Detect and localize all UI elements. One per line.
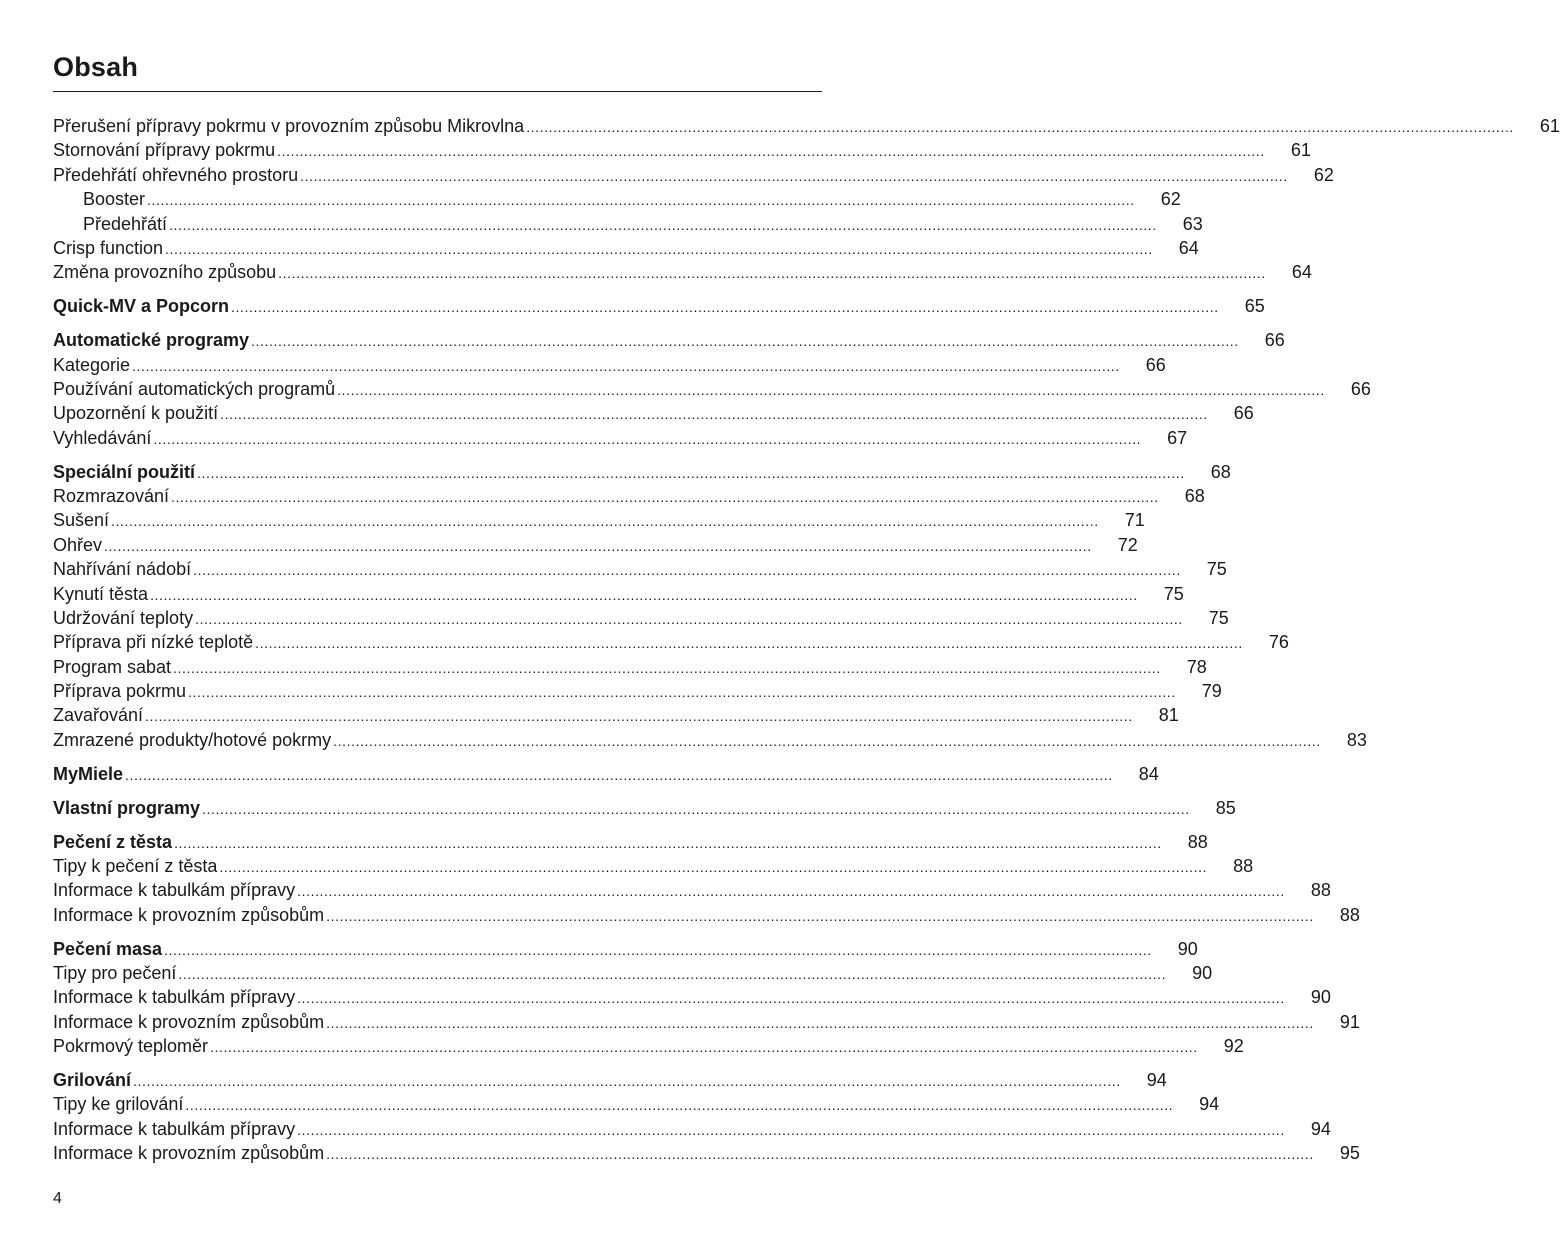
toc-entry-label: Předehřátí ohřevného prostoru [53, 164, 299, 185]
toc-entry[interactable] [53, 1141, 1360, 1165]
toc-entry-page: 85 [1215, 797, 1236, 818]
toc-entry-page: 79 [1201, 681, 1222, 702]
title-divider [53, 91, 822, 92]
toc-entry-label: Automatické programy [53, 330, 250, 351]
dot-leader: ............................................................................................................................................................................................................................ [195, 610, 1183, 627]
toc-entry-page: 67 [1167, 427, 1188, 448]
toc-entry[interactable] [53, 401, 1254, 425]
dot-leader: ............................................................................................................................................................................................................................ [326, 907, 1314, 924]
toc-entry[interactable] [53, 1092, 1220, 1116]
toc-entry-page: 65 [1244, 296, 1265, 317]
toc-entry-page: 90 [1177, 938, 1198, 959]
toc-entry[interactable] [53, 114, 1560, 138]
toc-entry-label: Udržování teploty [53, 607, 194, 628]
dot-leader: ............................................................................................................................................................................................................................ [255, 635, 1243, 652]
toc-entry-page: 68 [1210, 461, 1231, 482]
dot-leader: ............................................................................................................................................................................................................................ [202, 800, 1190, 817]
toc-entry-page: 95 [1339, 1143, 1360, 1164]
dot-leader: ............................................................................................................................................................................................................................ [251, 333, 1239, 350]
dot-leader: ............................................................................................................................................................................................................................ [193, 562, 1181, 579]
dot-leader: ............................................................................................................................................................................................................................ [111, 513, 1099, 530]
dot-leader: ............................................................................................................................................................................................................................ [297, 883, 1285, 900]
dot-leader: ............................................................................................................................................................................................................................ [231, 299, 1219, 316]
toc-entry[interactable] [53, 236, 1199, 260]
toc-entry-page: 72 [1117, 534, 1138, 555]
toc-entry-label: Pokrmový teploměr [53, 1036, 209, 1057]
toc-entry-page: 63 [1182, 213, 1203, 234]
dot-leader: ............................................................................................................................................................................................................................ [297, 990, 1285, 1007]
toc-entry-page: 68 [1184, 485, 1205, 506]
toc-entry[interactable] [53, 762, 1159, 786]
dot-leader: ............................................................................................................................................................................................................................ [210, 1039, 1198, 1056]
toc-entry-label: Quick-MV a Popcorn [53, 296, 230, 317]
toc-entry-label: Booster [83, 189, 146, 210]
toc-entry-label: Změna provozního způsobu [53, 262, 277, 283]
toc-entry-page: 92 [1223, 1036, 1244, 1057]
toc-entry[interactable] [53, 353, 1166, 377]
dot-leader: ............................................................................................................................................................................................................................ [125, 766, 1113, 783]
toc-entry[interactable] [53, 460, 1231, 484]
toc-entry[interactable] [53, 163, 1334, 187]
toc-entry-label: Příprava při nízké teplotě [53, 632, 254, 653]
dot-leader: ............................................................................................................................................................................................................................ [277, 143, 1265, 160]
toc-entry-label: Rozmrazování [53, 485, 170, 506]
toc-entry[interactable] [53, 830, 1208, 854]
toc-entry-page: 71 [1124, 510, 1145, 531]
toc-entry-page: 84 [1138, 763, 1159, 784]
toc-entry-label: Kynutí těsta [53, 583, 149, 604]
toc-entry-label: Vlastní programy [53, 797, 201, 818]
dot-leader: ............................................................................................................................................................................................................................ [178, 966, 1167, 982]
toc-entry[interactable] [53, 260, 1312, 284]
toc-entry-page: 61 [1290, 140, 1311, 161]
toc-entry[interactable] [53, 294, 1265, 318]
toc-entry[interactable] [53, 1010, 1360, 1034]
toc-entry-label: Příprava pokrmu [53, 681, 187, 702]
toc-entry-label: Informace k tabulkám přípravy [53, 987, 296, 1008]
dot-leader: ............................................................................................................................................................................................................................ [132, 357, 1120, 374]
toc-entry-label: Informace k provozním způsobům [53, 904, 325, 925]
dot-leader: ............................................................................................................................................................................................................................ [188, 684, 1176, 701]
toc-entry[interactable] [53, 1068, 1167, 1092]
toc-entry[interactable] [53, 903, 1360, 927]
toc-entry-page: 64 [1291, 262, 1312, 283]
toc-entry-page: 90 [1192, 963, 1213, 983]
toc-entry[interactable] [53, 655, 1207, 679]
toc-entry-page: 81 [1158, 705, 1179, 726]
toc-entry-label: Informace k provozním způsobům [53, 1011, 325, 1032]
toc-entry-page: 83 [1346, 729, 1367, 750]
toc-entry-label: Používání automatických programů [53, 378, 336, 399]
dot-leader: ............................................................................................................................................................................................................................ [173, 659, 1161, 676]
toc-entry[interactable] [53, 961, 1213, 985]
toc-entry-label: Ohřev [53, 534, 103, 555]
toc-entry-page: 91 [1339, 1011, 1360, 1032]
toc-entry[interactable] [53, 138, 1311, 162]
toc-entry[interactable] [53, 937, 1198, 961]
toc-entry-label: Tipy k pečení z těsta [53, 855, 218, 876]
toc-entry[interactable] [53, 582, 1184, 606]
dot-leader: ............................................................................................................................................................................................................................ [278, 265, 1266, 282]
toc-entry-label: Informace k tabulkám přípravy [53, 1118, 296, 1139]
toc-entry-page: 94 [1310, 1118, 1331, 1139]
toc-entry-label: Předehřátí [83, 213, 168, 234]
toc-entry[interactable] [53, 606, 1229, 630]
toc-entry-page: 88 [1339, 904, 1360, 925]
toc-entry[interactable] [53, 1117, 1331, 1141]
dot-leader: ............................................................................................................................................................................................................................ [326, 1014, 1314, 1031]
dot-leader: ............................................................................................................................................................................................................................ [300, 167, 1288, 184]
toc-entry[interactable] [53, 426, 1188, 450]
dot-leader: ............................................................................................................................................................................................................................ [153, 430, 1142, 447]
toc-entry-label: Zmrazené produkty/hotové pokrmy [53, 729, 332, 750]
toc-entry-label: Speciální použití [53, 461, 196, 482]
toc-entry-page: 88 [1233, 855, 1254, 876]
toc-entry-label: Informace k provozním způsobům [53, 1143, 325, 1164]
page-title: Obsah [53, 52, 139, 82]
dot-leader: ............................................................................................................................................................................................................................ [185, 1097, 1174, 1114]
toc-entry-page: 88 [1310, 880, 1331, 901]
toc-entry[interactable] [53, 328, 1285, 352]
dot-leader: ............................................................................................................................................................................................................................ [133, 1073, 1121, 1090]
toc-entry-label: Tipy ke grilování [53, 1094, 184, 1115]
dot-leader: ............................................................................................................................................................................................................................ [326, 1146, 1314, 1163]
toc-entry[interactable] [53, 679, 1222, 703]
toc-entry[interactable] [53, 728, 1367, 752]
toc-entry[interactable] [53, 377, 1371, 401]
toc-entry-page: 66 [1350, 378, 1371, 399]
dot-leader: ............................................................................................................................................................................................................................ [174, 834, 1162, 851]
toc-entry-label: Pečení z těsta [53, 831, 173, 852]
toc-entry-page: 66 [1145, 354, 1166, 375]
page-number: 4 [53, 1190, 62, 1207]
toc-entry-page: 88 [1187, 831, 1208, 852]
dot-leader: ............................................................................................................................................................................................................................ [104, 537, 1092, 554]
dot-leader: ............................................................................................................................................................................................................................ [169, 216, 1157, 233]
toc-entry[interactable] [53, 557, 1227, 581]
dot-leader: ............................................................................................................................................................................................................................ [333, 732, 1321, 749]
toc-entry-page: 61 [1539, 116, 1560, 136]
toc-entry-label: Crisp function [53, 237, 164, 258]
toc-entry[interactable] [53, 796, 1236, 820]
toc-entry[interactable] [53, 212, 1203, 236]
dot-leader: ............................................................................................................................................................................................................................ [337, 381, 1325, 398]
toc-entry-page: 78 [1186, 656, 1207, 677]
toc-entry-label: MyMiele [53, 763, 124, 784]
toc-entry-page: 94 [1199, 1094, 1220, 1115]
toc-entry-label: Nahřívání nádobí [53, 559, 192, 580]
dot-leader: ............................................................................................................................................................................................................................ [297, 1121, 1285, 1138]
toc-entry[interactable] [53, 985, 1331, 1009]
dot-leader: ............................................................................................................................................................................................................................ [219, 858, 1208, 875]
toc-entry[interactable] [53, 703, 1179, 727]
toc-entry-label: Kategorie [53, 354, 131, 375]
table-of-contents [53, 114, 1560, 1166]
dot-leader: ............................................................................................................................................................................................................................ [220, 406, 1208, 423]
toc-entry-page: 66 [1264, 330, 1285, 351]
dot-leader: ............................................................................................................................................................................................................................ [526, 119, 1514, 135]
toc-entry-label: Přerušení přípravy pokrmu v provozním způsobu Mikrovlna [53, 116, 525, 136]
dot-leader: ............................................................................................................................................................................................................................ [164, 941, 1152, 958]
dot-leader: ............................................................................................................................................................................................................................ [145, 708, 1133, 725]
toc-entry-label: Vyhledávání [53, 427, 152, 448]
dot-leader: ............................................................................................................................................................................................................................ [147, 192, 1135, 209]
toc-entry[interactable] [53, 854, 1254, 878]
toc-entry-page: 75 [1206, 559, 1227, 580]
toc-entry-label: Informace k tabulkám přípravy [53, 880, 296, 901]
toc-entry[interactable] [53, 508, 1145, 532]
toc-entry[interactable] [53, 533, 1138, 557]
toc-entry-label: Grilování [53, 1070, 132, 1091]
toc-entry-page: 94 [1146, 1070, 1167, 1091]
toc-entry[interactable] [53, 630, 1289, 654]
dot-leader: ............................................................................................................................................................................................................................ [171, 488, 1159, 505]
dot-leader: ............................................................................................................................................................................................................................ [165, 240, 1153, 257]
toc-entry-page: 64 [1178, 237, 1199, 258]
toc-entry-label: Program sabat [53, 656, 172, 677]
toc-entry[interactable] [53, 1034, 1244, 1058]
toc-entry-label: Zavařování [53, 705, 144, 726]
dot-leader: ............................................................................................................................................................................................................................ [197, 464, 1185, 481]
toc-entry[interactable] [53, 187, 1181, 211]
toc-entry-label: Sušení [53, 510, 110, 531]
toc-entry-label: Tipy pro pečení [53, 963, 177, 983]
toc-entry-page: 90 [1310, 987, 1331, 1008]
toc-entry-page: 75 [1208, 607, 1229, 628]
dot-leader: ............................................................................................................................................................................................................................ [150, 586, 1138, 603]
toc-entry-label: Pečení masa [53, 938, 163, 959]
toc-entry-label: Upozornění k použití [53, 403, 219, 424]
toc-entry-page: 62 [1160, 189, 1181, 210]
toc-entry[interactable] [53, 484, 1205, 508]
toc-entry[interactable] [53, 878, 1331, 902]
toc-entry-page: 76 [1268, 632, 1289, 653]
toc-entry-page: 62 [1313, 164, 1334, 185]
toc-entry-page: 66 [1233, 403, 1254, 424]
toc-entry-label: Stornování přípravy pokrmu [53, 140, 276, 161]
toc-entry-page: 75 [1163, 583, 1184, 604]
